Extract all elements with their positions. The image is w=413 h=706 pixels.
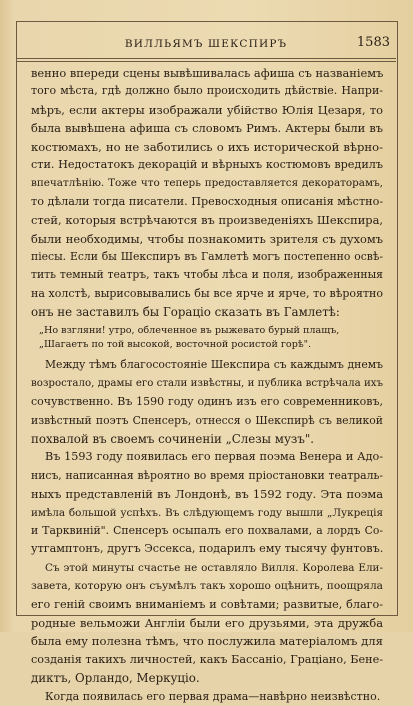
text-line: Между тѣмъ благосостояніе Шекспира съ каждымъ днемъ xyxy=(45,358,383,372)
text-line: онъ не заставилъ бы Горацiо сказать въ Гамлетѣ: xyxy=(31,305,340,320)
text-line: тить темный театръ, такъ чтобы лѣса и поля, изображенныя xyxy=(31,268,383,282)
text-line: возростало, драмы его стали извѣстны, и публика встрѣчала ихъ xyxy=(31,377,383,389)
text-line: ныхъ представленій въ Лондонѣ, въ 1592 году. Эта поэма xyxy=(31,487,383,502)
text-line: Въ 1593 году появилась его первая поэма Венера и Адо- xyxy=(45,450,383,464)
text-line: костюмахъ, но не заботились о ихъ исторической вѣрно- xyxy=(31,139,383,154)
text-line: была ему полезна тѣмъ, что послужила матеріаломъ для xyxy=(31,634,383,649)
text-line: диктъ, Орландо, Меркуціо. xyxy=(31,671,200,686)
text-line: похвалой въ своемъ сочиненіи „Слезы музъ". xyxy=(31,432,315,447)
text-line: сти. Недостатокъ декорацій и вѣрныхъ костюмовъ вредилъ xyxy=(31,157,383,171)
text-line: стей, которыя встрѣчаются въ произведеніяхъ Шекспира, xyxy=(31,213,383,228)
text-line: его геній своимъ вниманіемъ и совѣтами; развитые, благо- xyxy=(31,597,383,611)
running-header xyxy=(16,33,396,55)
text-line: были необходимы, чтобы познакомить зрителя съ духомъ xyxy=(31,231,383,246)
text-line: утгамптонъ, другъ Эссекса, подарилъ ему тысячу фунтовъ. xyxy=(31,542,384,556)
text-line: піесы. Если бы Шекспиръ въ Гамлетѣ могъ постепенно освѣ- xyxy=(31,249,383,263)
text-line: на холстѣ, вырисовывались бы все ярче и ярче, то вѣроятно xyxy=(31,286,383,300)
header-rule xyxy=(16,58,396,62)
text-line: Когда появилась его первая драма—навѣрно неизвѣстно. xyxy=(45,689,381,703)
text-line: нисъ, написанная вѣроятно во время пріостановки театраль- xyxy=(31,468,383,482)
text-line: венно впереди сцены вывѣшивалась афиша съ названіемъ xyxy=(31,66,384,80)
text-line: то дѣлали тогда писатели. Превосходныя описанія мѣстно- xyxy=(31,194,384,208)
text-line: имѣла большой успѣхъ. Въ слѣдующемъ году вышли „Лукреція xyxy=(31,506,383,519)
text-line: и Тарквиній". Спенсеръ осыпалъ его похвалами, а лордъ Со- xyxy=(31,523,383,537)
body-text xyxy=(31,64,383,706)
text-line: созданія такихъ личностей, какъ Бассаніо, Граціано, Бене- xyxy=(31,652,383,666)
text-line: Съ этой минуты счастье не оставляло Вилля. Королева Ели- xyxy=(45,561,383,574)
running-title: ВИЛЛЬЯМЪ ШЕКСПИРЪ xyxy=(124,38,288,50)
verse-line: „Шагаетъ по той высокой, восточной росистой горѣ". xyxy=(39,339,312,351)
text-line: была вывѣшена афиша съ словомъ Римъ. Актеры были въ xyxy=(31,121,383,136)
text-line: мѣръ, если актеры изображали убійство Юлія Цезаря, то xyxy=(31,102,383,117)
page-number: 1583 xyxy=(356,35,390,50)
verse-line: „Но взгляни! утро, облеченное въ рыжевато бурый плащъ, xyxy=(39,325,340,337)
text-line: впечатлѣнію. Тоже что теперь предоставляется декораторамъ, xyxy=(31,177,383,190)
text-line: родные вельможи Англіи были его друзьями, эта дружба xyxy=(31,615,383,630)
text-line: сочувственно. Въ 1590 году одинъ изъ его современниковъ, xyxy=(31,395,383,409)
text-line: того мѣста, гдѣ должно было происходить дѣйствіе. Напри- xyxy=(31,84,383,98)
text-line: извѣстный поэтъ Спенсеръ, отнесся о Шекспирѣ съ великой xyxy=(31,413,383,427)
text-line: завета, которую онъ съумѣлъ такъ хорошо оцѣнить, поощряла xyxy=(31,580,383,593)
